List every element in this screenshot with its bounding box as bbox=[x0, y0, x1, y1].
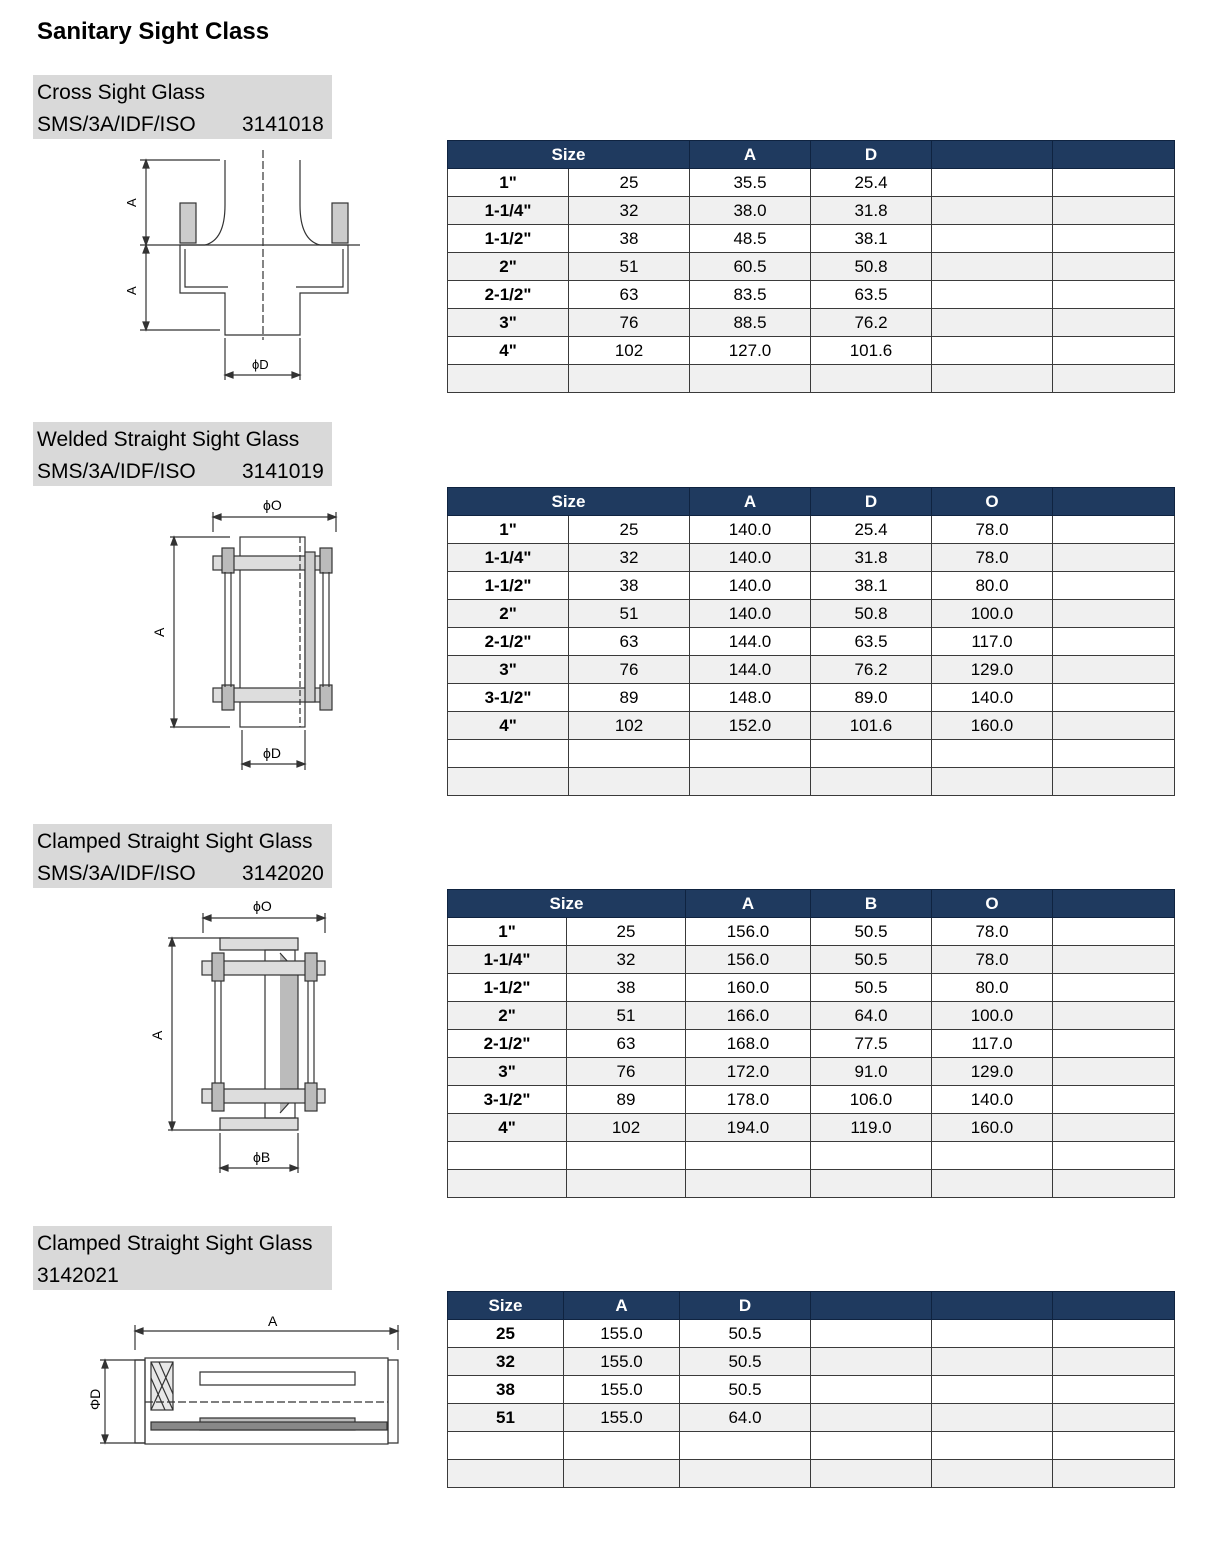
table-cell bbox=[932, 309, 1053, 337]
table-cell: 100.0 bbox=[932, 600, 1053, 628]
table-cell: 194.0 bbox=[686, 1114, 811, 1142]
size-cell: 2" bbox=[448, 1002, 567, 1030]
table-cell: 38.1 bbox=[811, 572, 932, 600]
cross-sight-glass-drawing bbox=[110, 145, 370, 385]
size-cell: 1-1/4" bbox=[448, 946, 567, 974]
table-cell bbox=[1053, 1114, 1175, 1142]
header-d: D bbox=[811, 488, 932, 516]
table-cell: 129.0 bbox=[932, 656, 1053, 684]
dim-a-label: A bbox=[268, 1313, 278, 1329]
header-size: Size bbox=[448, 488, 690, 516]
table-cell: 25.4 bbox=[811, 169, 932, 197]
table-cell bbox=[1053, 1030, 1175, 1058]
table-cell: 155.0 bbox=[564, 1376, 680, 1404]
dim-a-label: A bbox=[124, 198, 139, 207]
table-cell: 60.5 bbox=[690, 253, 811, 281]
table-cell bbox=[1053, 516, 1175, 544]
table-cell bbox=[690, 740, 811, 768]
dim-o-label: ϕO bbox=[253, 898, 272, 914]
header-blank bbox=[811, 1292, 932, 1320]
section-standard: SMS/3A/IDF/ISO bbox=[37, 862, 196, 885]
table-cell: 83.5 bbox=[690, 281, 811, 309]
table-cell: 102 bbox=[569, 712, 690, 740]
table-body bbox=[448, 516, 1175, 796]
welded-sight-glass-drawing bbox=[140, 492, 360, 777]
table-cell bbox=[564, 1460, 680, 1488]
section-code: 3142020 bbox=[242, 862, 324, 885]
size-cell: 4" bbox=[448, 337, 569, 365]
table-body bbox=[448, 169, 1175, 393]
header-d: D bbox=[680, 1292, 811, 1320]
size-cell: 2" bbox=[448, 253, 569, 281]
table-cell bbox=[932, 1320, 1053, 1348]
table-cell bbox=[932, 365, 1053, 393]
table-cell: 156.0 bbox=[686, 918, 811, 946]
table-cell bbox=[1053, 281, 1175, 309]
table-row bbox=[448, 712, 1175, 740]
table-cell: 129.0 bbox=[932, 1058, 1053, 1086]
table-cell bbox=[686, 1142, 811, 1170]
section-standard: SMS/3A/IDF/ISO bbox=[37, 460, 196, 483]
header-d: D bbox=[811, 141, 932, 169]
table-cell: 76 bbox=[569, 656, 690, 684]
size-cell: 1-1/2" bbox=[448, 974, 567, 1002]
table-cell: 32 bbox=[569, 197, 690, 225]
table-cell: 77.5 bbox=[811, 1030, 932, 1058]
dim-b-label: ϕB bbox=[253, 1149, 271, 1165]
page-title: Sanitary Sight Class bbox=[37, 18, 270, 45]
table-cell bbox=[1053, 1002, 1175, 1030]
table-cell bbox=[811, 768, 932, 796]
size-cell: 3" bbox=[448, 1058, 567, 1086]
table-cell bbox=[1053, 918, 1175, 946]
size-cell bbox=[448, 365, 569, 393]
table-cell bbox=[811, 365, 932, 393]
size-cell: 2" bbox=[448, 600, 569, 628]
table-cell bbox=[1053, 684, 1175, 712]
table-cell bbox=[932, 768, 1053, 796]
section-code: 3141018 bbox=[242, 113, 324, 136]
table-cell: 31.8 bbox=[811, 197, 932, 225]
table-cell: 144.0 bbox=[690, 628, 811, 656]
table-cell: 64.0 bbox=[811, 1002, 932, 1030]
section-name: Clamped Straight Sight Glass bbox=[37, 1232, 313, 1255]
table-cell bbox=[811, 1404, 932, 1432]
table-cell bbox=[1053, 1170, 1175, 1198]
table-cell: 64.0 bbox=[680, 1404, 811, 1432]
table-cell: 78.0 bbox=[932, 544, 1053, 572]
header-a: A bbox=[690, 488, 811, 516]
table-cell bbox=[932, 1404, 1053, 1432]
table-cell: 50.5 bbox=[811, 974, 932, 1002]
table-cell bbox=[1053, 169, 1175, 197]
table-row bbox=[448, 740, 1175, 768]
table-cell: 166.0 bbox=[686, 1002, 811, 1030]
table-cell: 156.0 bbox=[686, 946, 811, 974]
table-cell: 35.5 bbox=[690, 169, 811, 197]
table-row bbox=[448, 516, 1175, 544]
table-cell bbox=[569, 740, 690, 768]
table-cell bbox=[1053, 1058, 1175, 1086]
table-cell: 78.0 bbox=[932, 918, 1053, 946]
section-welded-label bbox=[33, 422, 332, 486]
table-cell: 140.0 bbox=[690, 544, 811, 572]
table-cell bbox=[1053, 768, 1175, 796]
table-row bbox=[448, 1086, 1175, 1114]
table-cell: 50.5 bbox=[680, 1320, 811, 1348]
table-cell bbox=[932, 1460, 1053, 1488]
table-cell bbox=[932, 281, 1053, 309]
section-name: Clamped Straight Sight Glass bbox=[37, 830, 313, 853]
header-blank bbox=[1053, 890, 1175, 918]
table-cell: 172.0 bbox=[686, 1058, 811, 1086]
dim-a-label: A bbox=[149, 1030, 165, 1040]
table-row bbox=[448, 572, 1175, 600]
table-cell: 50.5 bbox=[811, 918, 932, 946]
table-cell bbox=[811, 1142, 932, 1170]
spec-table-welded bbox=[447, 487, 1175, 796]
size-cell bbox=[448, 740, 569, 768]
table-cell: 117.0 bbox=[932, 1030, 1053, 1058]
size-cell: 1" bbox=[448, 516, 569, 544]
table-cell: 63.5 bbox=[811, 281, 932, 309]
size-cell bbox=[448, 1142, 567, 1170]
table-row bbox=[448, 365, 1175, 393]
header-blank bbox=[1053, 141, 1175, 169]
size-cell bbox=[448, 1432, 564, 1460]
table-cell bbox=[811, 1348, 932, 1376]
table-cell: 160.0 bbox=[932, 1114, 1053, 1142]
table-cell: 38 bbox=[569, 225, 690, 253]
table-cell: 50.5 bbox=[680, 1348, 811, 1376]
table-cell: 51 bbox=[569, 600, 690, 628]
section-cross-label bbox=[33, 75, 332, 139]
table-row bbox=[448, 544, 1175, 572]
table-cell: 140.0 bbox=[690, 516, 811, 544]
table-cell bbox=[932, 337, 1053, 365]
table-row bbox=[448, 600, 1175, 628]
table-cell: 50.5 bbox=[680, 1376, 811, 1404]
table-cell: 106.0 bbox=[811, 1086, 932, 1114]
header-o: O bbox=[932, 488, 1053, 516]
section-code: 3141019 bbox=[242, 460, 324, 483]
header-blank bbox=[932, 141, 1053, 169]
table-row bbox=[448, 1404, 1175, 1432]
table-cell bbox=[811, 1432, 932, 1460]
size-cell bbox=[448, 1460, 564, 1488]
table-cell: 89 bbox=[569, 684, 690, 712]
table-row bbox=[448, 1142, 1175, 1170]
table-cell bbox=[1053, 225, 1175, 253]
table-row bbox=[448, 1170, 1175, 1198]
table-cell bbox=[1053, 600, 1175, 628]
table-cell: 140.0 bbox=[932, 1086, 1053, 1114]
table-cell: 101.6 bbox=[811, 337, 932, 365]
dim-a-label: A bbox=[151, 627, 167, 637]
table-cell bbox=[811, 1170, 932, 1198]
spec-table-clamped-2 bbox=[447, 1291, 1175, 1488]
dim-d-label: ϕD bbox=[263, 745, 281, 761]
table-row bbox=[448, 1002, 1175, 1030]
size-cell: 32 bbox=[448, 1348, 564, 1376]
spec-table-clamped bbox=[447, 889, 1175, 1198]
table-cell: 140.0 bbox=[690, 600, 811, 628]
table-cell: 88.5 bbox=[690, 309, 811, 337]
table-cell bbox=[932, 1348, 1053, 1376]
table-cell bbox=[1053, 946, 1175, 974]
table-cell bbox=[1053, 1376, 1175, 1404]
table-cell bbox=[1053, 1348, 1175, 1376]
table-cell bbox=[680, 1460, 811, 1488]
table-cell: 160.0 bbox=[686, 974, 811, 1002]
table-cell bbox=[1053, 544, 1175, 572]
table-cell: 100.0 bbox=[932, 1002, 1053, 1030]
table-cell: 76 bbox=[567, 1058, 686, 1086]
table-cell bbox=[1053, 1460, 1175, 1488]
table-row bbox=[448, 225, 1175, 253]
table-row bbox=[448, 684, 1175, 712]
dim-d-label: ϕD bbox=[252, 357, 269, 372]
table-cell bbox=[811, 1320, 932, 1348]
table-cell: 38.0 bbox=[690, 197, 811, 225]
table-cell: 32 bbox=[567, 946, 686, 974]
table-cell bbox=[811, 740, 932, 768]
size-cell: 3-1/2" bbox=[448, 1086, 567, 1114]
table-row bbox=[448, 974, 1175, 1002]
table-cell: 38 bbox=[569, 572, 690, 600]
header-a: A bbox=[690, 141, 811, 169]
table-row bbox=[448, 309, 1175, 337]
table-cell: 119.0 bbox=[811, 1114, 932, 1142]
table-cell bbox=[567, 1142, 686, 1170]
table-cell bbox=[811, 1376, 932, 1404]
table-cell: 25.4 bbox=[811, 516, 932, 544]
section-standard: SMS/3A/IDF/ISO bbox=[37, 113, 196, 136]
table-cell bbox=[932, 1376, 1053, 1404]
table-cell bbox=[1053, 628, 1175, 656]
table-cell: 76.2 bbox=[811, 656, 932, 684]
table-cell: 76 bbox=[569, 309, 690, 337]
table-cell: 51 bbox=[567, 1002, 686, 1030]
table-row bbox=[448, 169, 1175, 197]
table-cell: 78.0 bbox=[932, 946, 1053, 974]
size-cell: 25 bbox=[448, 1320, 564, 1348]
table-cell bbox=[932, 740, 1053, 768]
size-cell: 2-1/2" bbox=[448, 628, 569, 656]
table-cell: 89.0 bbox=[811, 684, 932, 712]
table-cell bbox=[811, 1460, 932, 1488]
table-cell: 50.8 bbox=[811, 253, 932, 281]
table-row bbox=[448, 946, 1175, 974]
table-row bbox=[448, 253, 1175, 281]
header-a: A bbox=[686, 890, 811, 918]
section-clamped-label bbox=[33, 824, 332, 888]
size-cell: 2-1/2" bbox=[448, 1030, 567, 1058]
table-cell: 38.1 bbox=[811, 225, 932, 253]
table-cell: 102 bbox=[569, 337, 690, 365]
table-cell bbox=[932, 1432, 1053, 1460]
table-row bbox=[448, 768, 1175, 796]
table-cell bbox=[1053, 197, 1175, 225]
table-cell: 178.0 bbox=[686, 1086, 811, 1114]
table-cell bbox=[569, 768, 690, 796]
table-cell: 155.0 bbox=[564, 1348, 680, 1376]
table-cell: 51 bbox=[569, 253, 690, 281]
table-cell: 80.0 bbox=[932, 572, 1053, 600]
table-row bbox=[448, 1376, 1175, 1404]
size-cell: 3-1/2" bbox=[448, 684, 569, 712]
table-cell: 155.0 bbox=[564, 1320, 680, 1348]
table-cell: 148.0 bbox=[690, 684, 811, 712]
size-cell: 4" bbox=[448, 1114, 567, 1142]
header-size: Size bbox=[448, 890, 686, 918]
table-cell: 25 bbox=[569, 169, 690, 197]
table-cell bbox=[1053, 656, 1175, 684]
spec-table-cross bbox=[447, 140, 1175, 393]
table-row bbox=[448, 1460, 1175, 1488]
table-cell: 76.2 bbox=[811, 309, 932, 337]
table-cell: 117.0 bbox=[932, 628, 1053, 656]
table-cell bbox=[1053, 1404, 1175, 1432]
table-cell bbox=[569, 365, 690, 393]
size-cell: 2-1/2" bbox=[448, 281, 569, 309]
size-cell: 3" bbox=[448, 309, 569, 337]
header-size: Size bbox=[448, 141, 690, 169]
size-cell: 1-1/4" bbox=[448, 544, 569, 572]
table-row bbox=[448, 281, 1175, 309]
table-cell bbox=[1053, 572, 1175, 600]
table-cell bbox=[1053, 1320, 1175, 1348]
table-cell: 50.5 bbox=[811, 946, 932, 974]
header-a: A bbox=[564, 1292, 680, 1320]
table-cell bbox=[1053, 1432, 1175, 1460]
table-cell bbox=[690, 768, 811, 796]
table-cell: 78.0 bbox=[932, 516, 1053, 544]
table-cell: 91.0 bbox=[811, 1058, 932, 1086]
clamped-sight-glass-2-drawing bbox=[85, 1310, 415, 1455]
size-cell: 1-1/2" bbox=[448, 572, 569, 600]
table-cell: 63 bbox=[567, 1030, 686, 1058]
table-cell: 80.0 bbox=[932, 974, 1053, 1002]
table-cell: 155.0 bbox=[564, 1404, 680, 1432]
size-cell: 1-1/2" bbox=[448, 225, 569, 253]
size-cell: 38 bbox=[448, 1376, 564, 1404]
size-cell: 4" bbox=[448, 712, 569, 740]
table-cell: 160.0 bbox=[932, 712, 1053, 740]
table-cell bbox=[690, 365, 811, 393]
table-cell bbox=[932, 1170, 1053, 1198]
table-cell bbox=[932, 197, 1053, 225]
table-row bbox=[448, 1320, 1175, 1348]
table-cell: 89 bbox=[567, 1086, 686, 1114]
table-cell bbox=[567, 1170, 686, 1198]
table-cell: 140.0 bbox=[932, 684, 1053, 712]
table-cell: 102 bbox=[567, 1114, 686, 1142]
section-code: 3142021 bbox=[37, 1264, 119, 1287]
table-body bbox=[448, 1320, 1175, 1488]
table-cell bbox=[564, 1432, 680, 1460]
table-row bbox=[448, 1432, 1175, 1460]
size-cell: 1" bbox=[448, 169, 569, 197]
dim-o-label: ϕO bbox=[263, 497, 282, 513]
size-cell: 51 bbox=[448, 1404, 564, 1432]
table-cell: 50.8 bbox=[811, 600, 932, 628]
section-clamped-2-label bbox=[33, 1226, 332, 1290]
table-cell: 63 bbox=[569, 281, 690, 309]
table-cell: 127.0 bbox=[690, 337, 811, 365]
table-cell bbox=[932, 225, 1053, 253]
table-cell bbox=[1053, 337, 1175, 365]
table-cell bbox=[1053, 712, 1175, 740]
table-row bbox=[448, 1114, 1175, 1142]
size-cell: 3" bbox=[448, 656, 569, 684]
section-name: Welded Straight Sight Glass bbox=[37, 428, 300, 451]
table-row bbox=[448, 1058, 1175, 1086]
table-row bbox=[448, 337, 1175, 365]
section-name: Cross Sight Glass bbox=[37, 81, 206, 104]
table-cell bbox=[1053, 253, 1175, 281]
table-cell: 140.0 bbox=[690, 572, 811, 600]
table-cell bbox=[932, 169, 1053, 197]
table-cell: 25 bbox=[567, 918, 686, 946]
table-cell: 101.6 bbox=[811, 712, 932, 740]
table-cell bbox=[686, 1170, 811, 1198]
table-cell bbox=[1053, 740, 1175, 768]
size-cell bbox=[448, 1170, 567, 1198]
header-b: B bbox=[811, 890, 932, 918]
size-cell: 1" bbox=[448, 918, 567, 946]
table-cell bbox=[1053, 309, 1175, 337]
table-cell: 31.8 bbox=[811, 544, 932, 572]
table-row bbox=[448, 656, 1175, 684]
size-cell bbox=[448, 768, 569, 796]
table-cell bbox=[1053, 365, 1175, 393]
table-row bbox=[448, 628, 1175, 656]
table-cell: 48.5 bbox=[690, 225, 811, 253]
table-cell: 63.5 bbox=[811, 628, 932, 656]
table-cell: 32 bbox=[569, 544, 690, 572]
header-blank bbox=[1053, 1292, 1175, 1320]
table-cell bbox=[1053, 1086, 1175, 1114]
table-row bbox=[448, 918, 1175, 946]
clamped-sight-glass-drawing bbox=[140, 893, 360, 1178]
table-cell: 63 bbox=[569, 628, 690, 656]
table-cell bbox=[680, 1432, 811, 1460]
table-cell: 152.0 bbox=[690, 712, 811, 740]
dim-a-label: A bbox=[124, 286, 139, 295]
table-row bbox=[448, 1348, 1175, 1376]
header-size: Size bbox=[448, 1292, 564, 1320]
header-blank bbox=[1053, 488, 1175, 516]
table-row bbox=[448, 1030, 1175, 1058]
table-cell bbox=[932, 1142, 1053, 1170]
table-cell bbox=[1053, 974, 1175, 1002]
table-cell: 144.0 bbox=[690, 656, 811, 684]
header-blank bbox=[932, 1292, 1053, 1320]
table-cell bbox=[1053, 1142, 1175, 1170]
table-cell bbox=[932, 253, 1053, 281]
size-cell: 1-1/4" bbox=[448, 197, 569, 225]
table-row bbox=[448, 197, 1175, 225]
table-cell: 38 bbox=[567, 974, 686, 1002]
table-body bbox=[448, 918, 1175, 1198]
table-cell: 168.0 bbox=[686, 1030, 811, 1058]
dim-d-label: ΦD bbox=[87, 1388, 103, 1410]
header-o: O bbox=[932, 890, 1053, 918]
table-cell: 25 bbox=[569, 516, 690, 544]
